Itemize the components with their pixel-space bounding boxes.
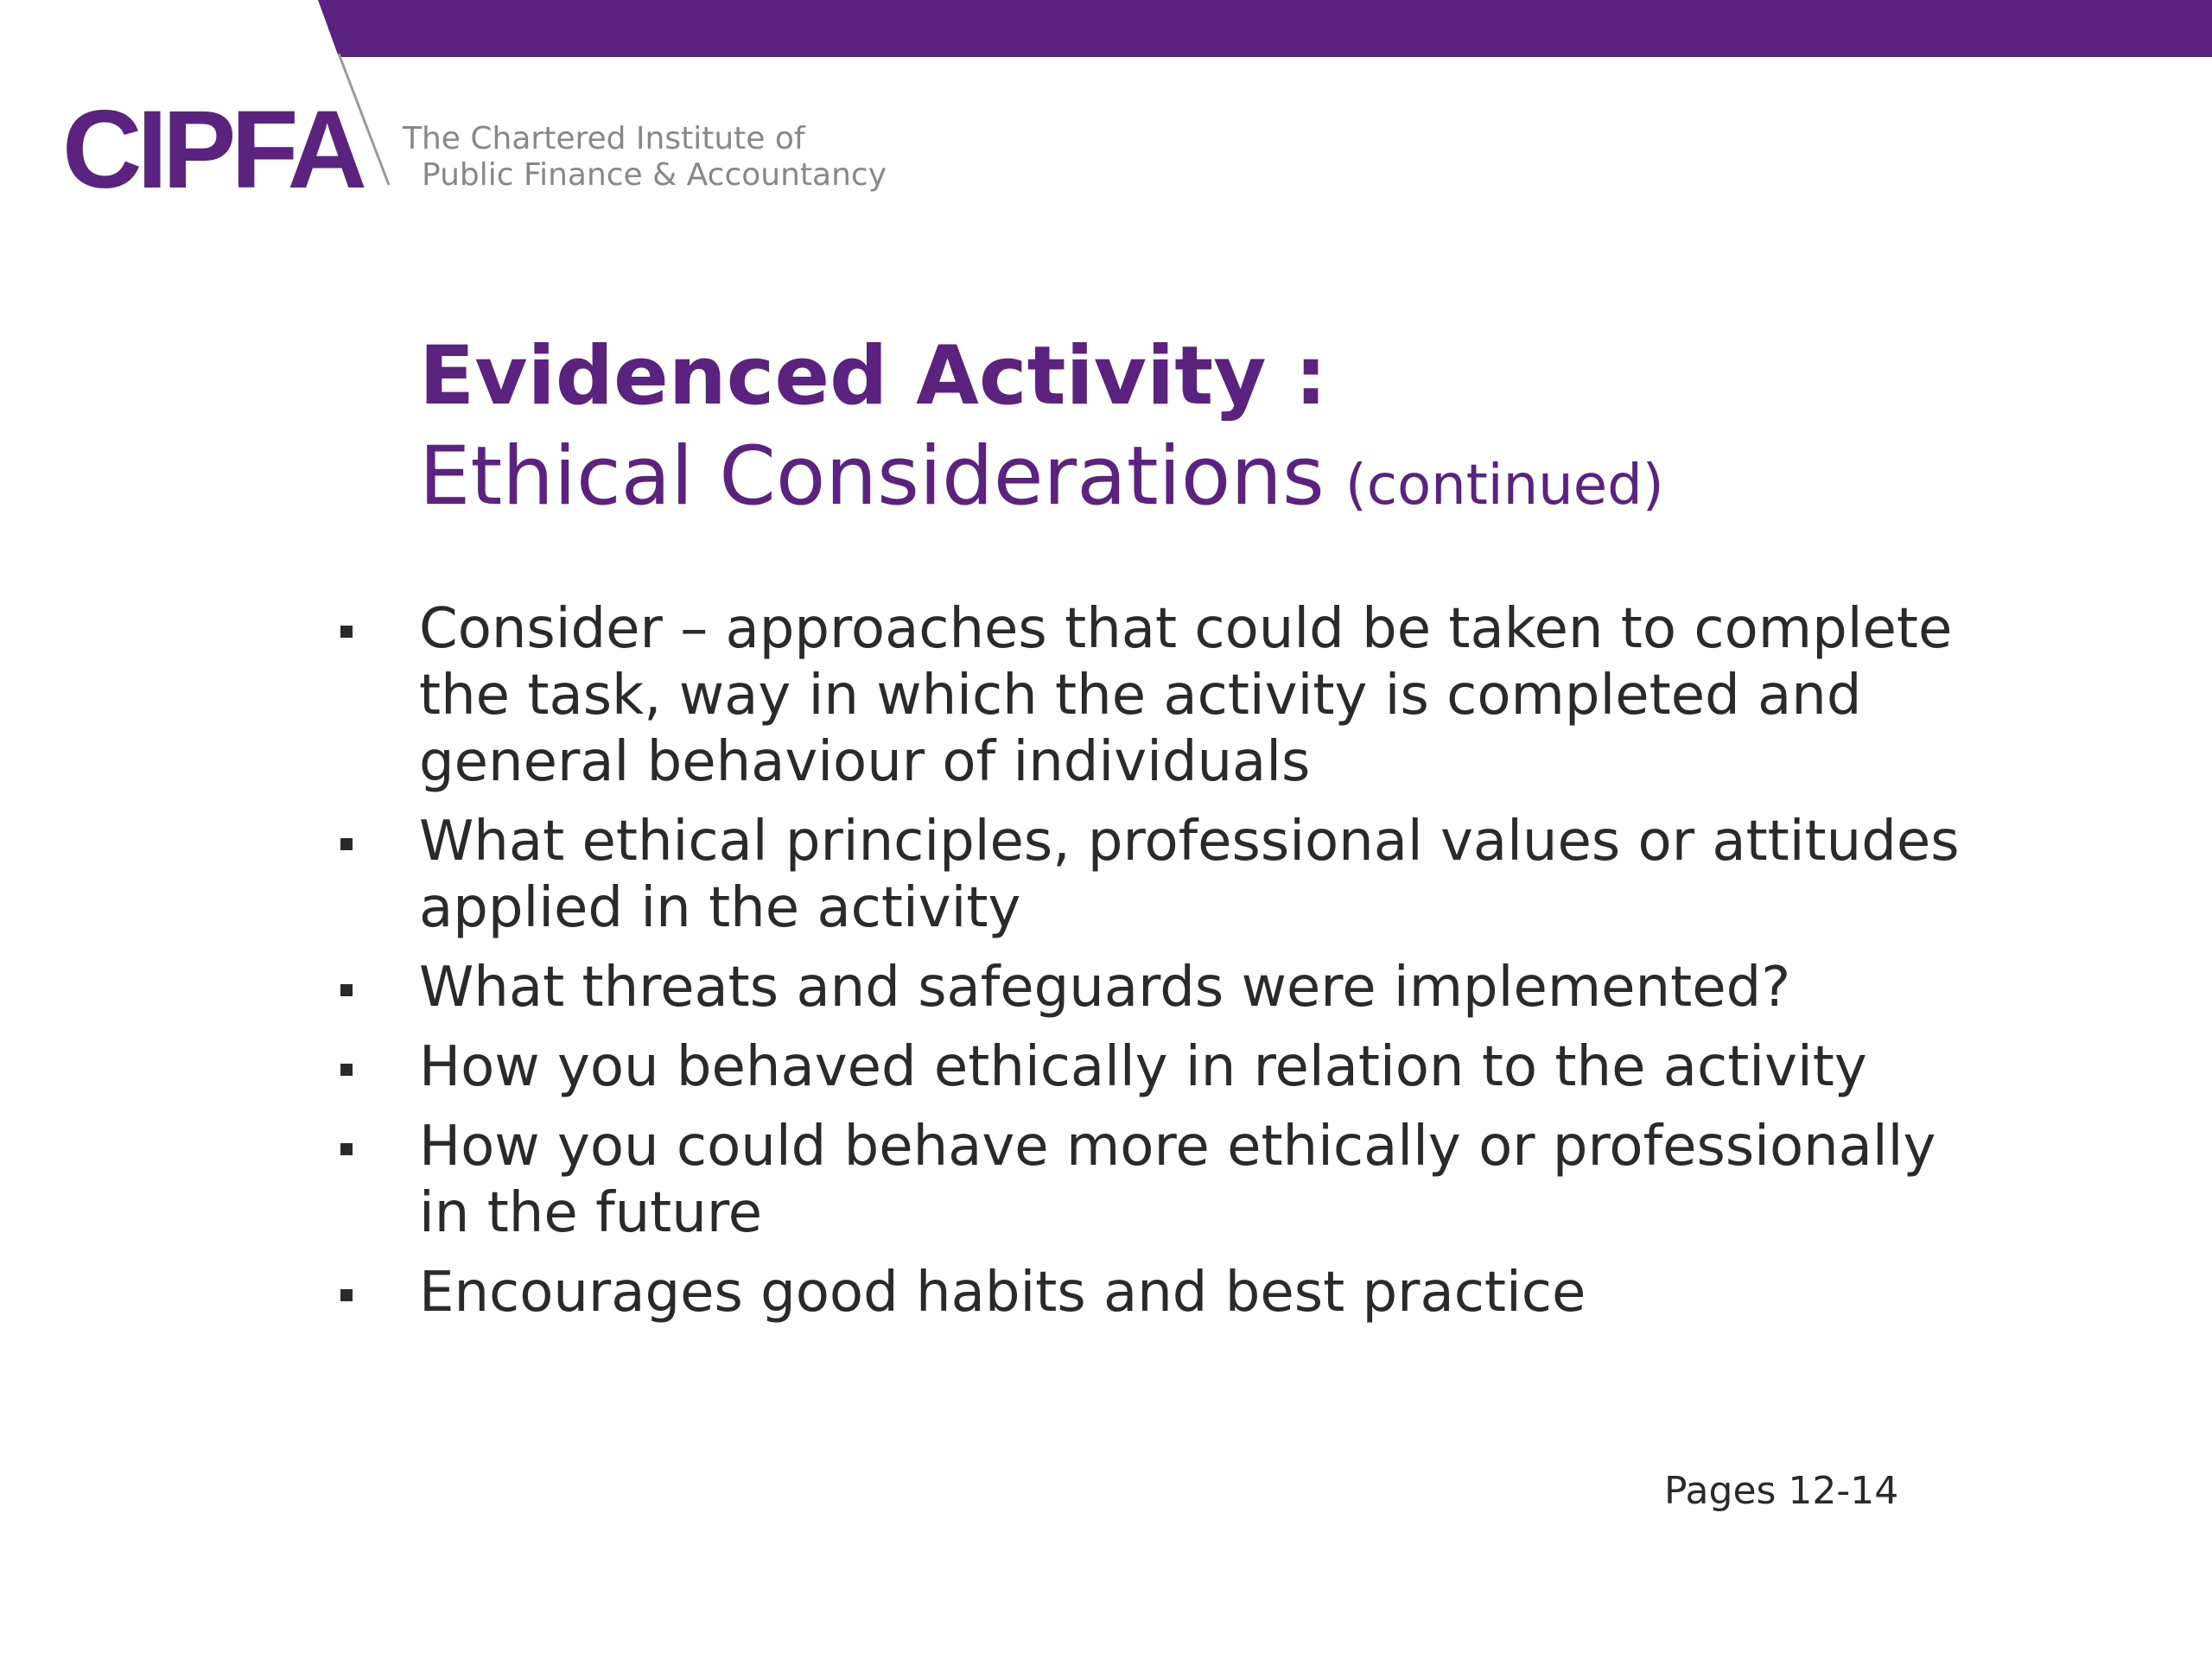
page-reference: Pages 12-14 [1664,1469,1899,1513]
bullet-item [328,1034,1987,1101]
bullet-item [328,1260,1987,1326]
slide-title [419,328,1664,537]
square-bullet-icon [340,1064,353,1076]
bullet-text: What ethical principles, professional values or attitudes applied in the activity [419,810,1960,940]
logo-tagline-line1: The Chartered Institute of [403,121,805,156]
logo-tagline-line2: Public Finance & Accountancy [422,157,887,193]
bullet-text: How you could behave more ethically or professionally in the future [419,1115,1936,1245]
square-bullet-icon [340,1143,353,1155]
bullet-item [328,1114,1987,1247]
slide-title-sub [419,425,1664,537]
bullet-list [328,596,1987,1339]
logo-divider-line [337,54,397,192]
bullet-item [328,596,1987,796]
top-brand-band [0,0,2212,60]
slide-title-main: Evidenced Activity : [419,329,1327,423]
bullet-text: Encourages good habits and best practice [419,1261,1586,1325]
slide-title-sub-text: Ethical Considerations [419,429,1325,524]
bullet-text: What threats and safeguards were implemented? [419,956,1791,1020]
bullet-text: Consider – approaches that could be taken to complete the task, way in which the activity is completed and general behaviour of individuals [419,597,1953,794]
square-bullet-icon [340,1289,353,1301]
slide-title-suffix: (continued) [1344,454,1664,518]
bullet-text: How you behaved ethically in relation to the activity [419,1035,1867,1099]
square-bullet-icon [340,838,353,850]
square-bullet-icon [340,984,353,996]
bullet-item [328,955,1987,1021]
logo-tagline [403,121,887,194]
bullet-item [328,809,1987,942]
square-bullet-icon [340,626,353,638]
logo-wordmark: CIPFA [62,88,362,212]
